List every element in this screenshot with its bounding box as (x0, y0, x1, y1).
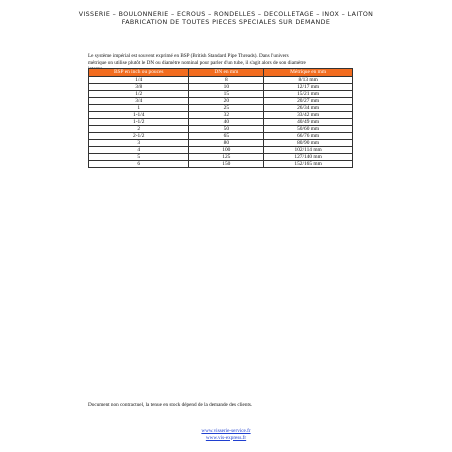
table-body (89, 76, 353, 167)
cell-bsp: 5 (89, 153, 189, 160)
cell-bsp: 2-1/2 (89, 132, 189, 139)
table-row (89, 90, 353, 97)
cell-dn: 125 (189, 153, 264, 160)
header-line-fabrication: FABRICATION DE TOUTES PIECES SPECIALES SUR DEMANDE (121, 19, 331, 26)
disclaimer-note: Document non contractuel, la tenue en stock dépend de la demande des clients. (88, 402, 253, 408)
cell-metric: 102/114 mm (264, 146, 353, 153)
cell-metric: 127/140 mm (264, 153, 353, 160)
column-header-metric: Métrique en mm (264, 69, 353, 77)
table-row (89, 125, 353, 132)
cell-dn: 25 (189, 104, 264, 111)
link-vis-express[interactable]: www.vis-express.fr (205, 434, 247, 441)
cell-dn: 100 (189, 146, 264, 153)
cell-metric: 152/165 mm (264, 160, 353, 167)
cell-dn: 8 (189, 76, 264, 83)
cell-dn: 32 (189, 111, 264, 118)
cell-bsp: 6 (89, 160, 189, 167)
cell-metric: 12/17 mm (264, 83, 353, 90)
table-row (89, 146, 353, 153)
cell-metric: 33/42 mm (264, 111, 353, 118)
cell-metric: 80/90 mm (264, 139, 353, 146)
table-row (89, 160, 353, 167)
cell-metric: 20/27 mm (264, 97, 353, 104)
cell-bsp: 3 (89, 139, 189, 146)
column-header-dn: DN en mm (189, 69, 264, 77)
website-links (0, 428, 452, 441)
table-row (89, 111, 353, 118)
cell-bsp: 3/8 (89, 83, 189, 90)
cell-dn: 15 (189, 90, 264, 97)
cell-metric: 26/34 mm (264, 104, 353, 111)
header-line-products: VISSERIE – BOULONNERIE – ECROUS – RONDELLES – DECOLLETAGE – INOX – LAITON (78, 11, 374, 18)
cell-metric: 15/21 mm (264, 90, 353, 97)
cell-dn: 150 (189, 160, 264, 167)
cell-metric: 40/49 mm (264, 118, 353, 125)
cell-bsp: 3/4 (89, 97, 189, 104)
cell-bsp: 2 (89, 125, 189, 132)
cell-metric: 66/76 mm (264, 132, 353, 139)
table-row (89, 132, 353, 139)
table-row (89, 97, 353, 104)
table-row (89, 118, 353, 125)
cell-dn: 10 (189, 83, 264, 90)
cell-bsp: 1/4 (89, 76, 189, 83)
cell-dn: 50 (189, 125, 264, 132)
cell-bsp: 1-1/2 (89, 118, 189, 125)
table-row (89, 104, 353, 111)
cell-dn: 40 (189, 118, 264, 125)
intro-line-1: Le système impérial est souvent exprimé en BSP (British Standard Pipe Threads). Dans l'univers (88, 53, 289, 59)
cell-bsp: 4 (89, 146, 189, 153)
link-visserie-service[interactable]: www.visserie-service.fr (201, 428, 251, 434)
cell-bsp: 1-1/4 (89, 111, 189, 118)
cell-bsp: 1 (89, 104, 189, 111)
cell-dn: 20 (189, 97, 264, 104)
cell-metric: 50/60 mm (264, 125, 353, 132)
cell-dn: 80 (189, 139, 264, 146)
table-row (89, 83, 353, 90)
cell-metric: 8/13 mm (264, 76, 353, 83)
table-row (89, 139, 353, 146)
cell-bsp: 1/2 (89, 90, 189, 97)
table-header-row (89, 69, 353, 77)
cell-dn: 65 (189, 132, 264, 139)
table-row (89, 76, 353, 83)
table-row (89, 153, 353, 160)
company-header (0, 11, 452, 27)
bsp-conversion-table (88, 68, 353, 168)
intro-line-2: métrique on utilise plutôt le DN ou diamètre nominal pour parler d'un tube, il s'agit alors de son diamètre (88, 59, 306, 66)
column-header-bsp: BSP en inch ou pouces (89, 69, 189, 77)
